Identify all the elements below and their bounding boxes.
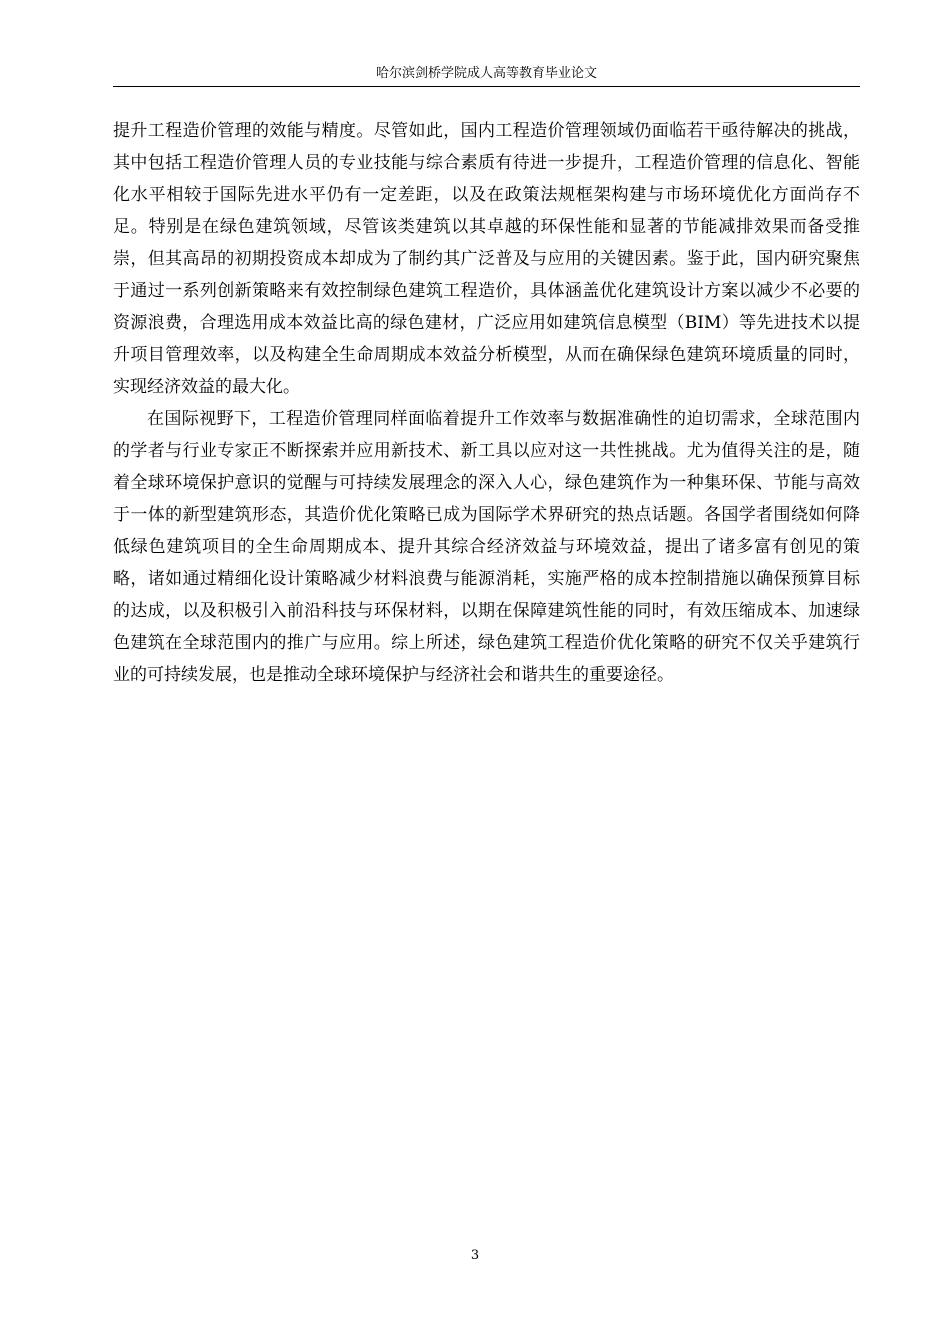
page-header: [113, 64, 860, 87]
paragraph-continuation: 提升工程造价管理的效能与精度。尽管如此，国内工程造价管理领域仍面临若干亟待解决的挑战，其中包括工程造价管理人员的专业技能与综合素质有待进一步提升，工程造价管理的信息化、智能化水平相较于国际先进水平仍有一定差距，以及在政策法规框架构建与市场环境优化方面尚存不足。特别是在绿色建筑领域，尽管该类建筑以其卓越的环保性能和显著的节能减排效果而备受推崇，但其高昂的初期投资成本却成为了制约其广泛普及与应用的关键因素。鉴于此，国内研究聚焦于通过一系列创新策略来有效控制绿色建筑工程造价，具体涵盖优化建筑设计方案以减少不必要的资源浪费，合理选用成本效益比高的绿色建材，广泛应用如建筑信息模型（BIM）等先进技术以提升项目管理效率，以及构建全生命周期成本效益分析模型，从而在确保绿色建筑环境质量的同时，实现经济效益的最大化。: [113, 121, 860, 397]
page-number: 3: [470, 1248, 480, 1263]
header-title: 哈尔滨剑桥学院成人高等教育毕业论文: [375, 66, 597, 81]
body-text: [113, 115, 860, 691]
paragraph-international-view: 在国际视野下，工程造价管理同样面临着提升工作效率与数据准确性的迫切需求，全球范围内的学者与行业专家正不断探索并应用新技术、新工具以应对这一共性挑战。尤为值得关注的是，随着全球环境保护意识的觉醒与可持续发展理念的深入人心，绿色建筑作为一种集环保、节能与高效于一体的新型建筑形态，其造价优化策略已成为国际学术界研究的热点话题。各国学者围绕如何降低绿色建筑项目的全生命周期成本、提升其综合经济效益与环境效益，提出了诸多富有创见的策略，诸如通过精细化设计策略减少材料浪费与能源消耗，实施严格的成本控制措施以确保预算目标的达成，以及积极引入前沿科技与环保材料，以期在保障建筑性能的同时，有效压缩成本、加速绿色建筑在全球范围内的推广与应用。综上所述，绿色建筑工程造价优化策略的研究不仅关乎建筑行业的可持续发展，也是推动全球环境保护与经济社会和谐共生的重要途径。: [113, 409, 860, 685]
